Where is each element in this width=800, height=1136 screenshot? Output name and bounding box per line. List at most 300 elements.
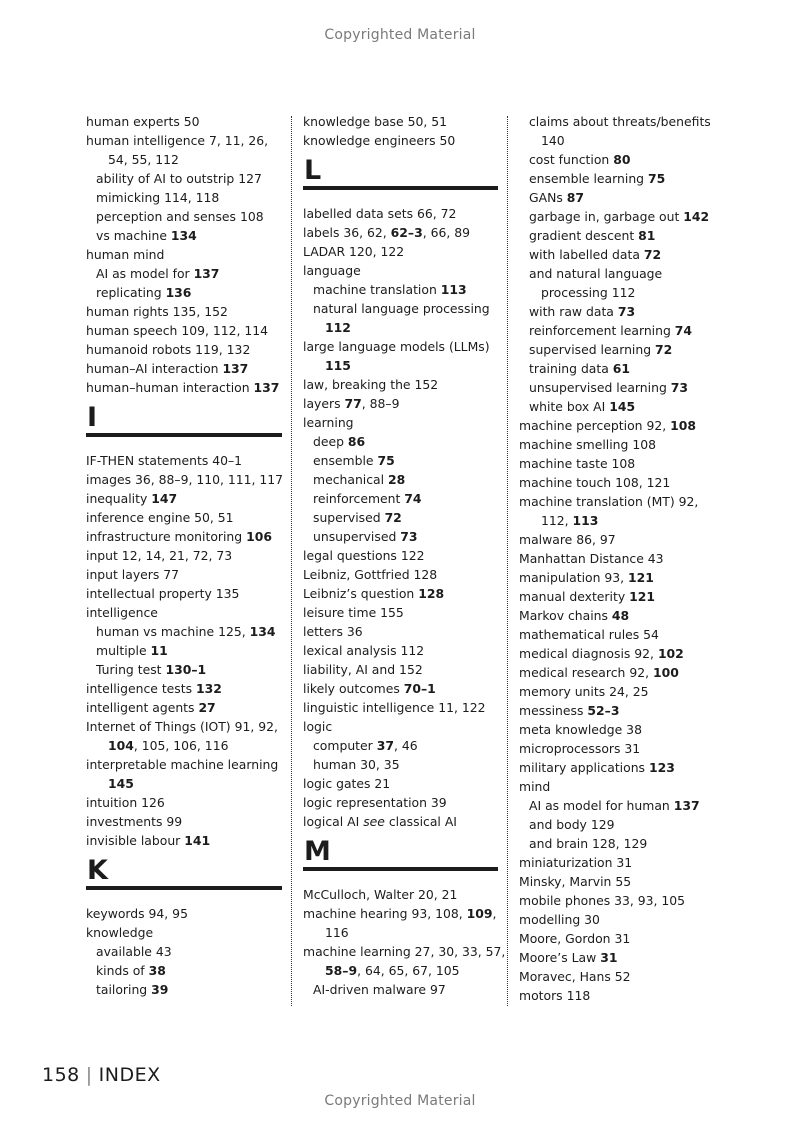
page-ref-bold: 145 [609,399,636,414]
page-ref-bold: 142 [683,209,710,224]
entry-text: , 64, 65, 67, 105 [357,963,460,978]
entry-text: supervised [313,510,385,525]
index-subentry [303,527,498,546]
entry-text: letters 36 [303,624,363,639]
index-entry [519,682,719,701]
entry-text: Internet of Things (IOT) 91, 92, [86,719,278,734]
entry-text: Leibniz’s question [303,586,419,601]
index-subentry [303,489,498,508]
index-entry [519,853,719,872]
index-entry [86,340,282,359]
entry-text: IF-THEN statements 40–1 [86,453,243,468]
entry-text: deep [313,434,348,449]
index-entry [303,660,498,679]
entry-text: manual dexterity [519,589,630,604]
index-entry [303,942,506,961]
page-ref-bold: 77 [344,396,362,411]
entry-text: cost function [529,152,614,167]
section-letter-heading: L [303,156,498,190]
entry-text: 116 [325,925,349,940]
index-entry [86,321,282,340]
index-subentry [86,622,282,641]
index-entry [86,679,282,698]
index-entry [86,565,282,584]
section-letter-heading: I [86,403,282,437]
entry-text: labelled data sets 66, 72 [303,206,457,221]
index-entry [86,302,282,321]
index-subentry [519,112,719,131]
index-entry [519,587,719,606]
entry-text: keywords 94, 95 [86,906,188,921]
index-entry [519,625,719,644]
entry-text: McCulloch, Walter 20, 21 [303,887,458,902]
index-entry [303,242,498,261]
page-ref-bold: 121 [629,589,655,604]
entry-text: multiple [96,643,151,658]
index-continuation [303,923,498,942]
entry-text: intelligence tests [86,681,197,696]
cross-ref: see [363,814,385,829]
entry-text: military applications [519,760,649,775]
page-ref-bold: 31 [600,950,618,965]
index-entry [303,793,498,812]
page-ref-bold: 145 [108,776,134,791]
entry-text: ability of AI to outstrip 127 [96,171,262,186]
entry-text: , 105, 106, 116 [133,738,229,753]
entry-text: intellectual property 135 [86,586,240,601]
entry-text: and brain 128, 129 [529,836,648,851]
entry-text: Leibniz, Gottfried 128 [303,567,438,582]
index-subentry [519,834,719,853]
index-entry [519,435,719,454]
page-ref-bold: 137 [253,380,280,395]
index-entry [303,812,498,831]
entry-text: Minsky, Marvin 55 [519,874,632,889]
entry-text: mind [519,779,551,794]
page-ref-bold: 104 [108,738,134,753]
entry-text: training data [529,361,613,376]
index-subentry [519,188,719,207]
index-entry [303,261,498,280]
index-subentry [303,736,498,755]
page-ref-bold: 70–1 [403,681,436,696]
index-entry [519,473,719,492]
folio-separator: | [85,1064,93,1086]
entry-text: liability, AI and 152 [303,662,423,677]
page-ref-bold: 121 [628,570,654,585]
index-subentry [519,302,719,321]
entry-text: ensemble [313,453,378,468]
index-subentry [86,283,282,302]
entry-text: malware 86, 97 [519,532,616,547]
entry-text: intelligent agents [86,700,199,715]
entry-text: learning [303,415,354,430]
index-entry [519,720,719,739]
entry-text: ensemble learning [529,171,648,186]
entry-text: motors 118 [519,988,591,1003]
entry-text: mechanical [313,472,389,487]
index-subentry [519,321,719,340]
entry-text: , 66, 89 [422,225,471,240]
entry-text: human rights 135, 152 [86,304,228,319]
entry-text: reinforcement [313,491,405,506]
page-ref-bold: 27 [198,700,216,715]
index-entry [86,904,282,923]
index-continuation [86,736,282,755]
entry-text: layers [303,396,345,411]
index-subentry [303,755,498,774]
page-ref-bold: 137 [222,361,249,376]
index-entry [303,603,498,622]
index-entry [303,641,498,660]
entry-text: with raw data [529,304,618,319]
index-entry [519,549,719,568]
entry-text: intelligence [86,605,158,620]
index-entry [86,584,282,603]
entry-text: knowledge engineers 50 [303,133,456,148]
index-entry [519,492,719,511]
section-title: INDEX [98,1064,161,1086]
index-entry [303,622,498,641]
index-subentry [519,796,719,815]
index-entry [303,698,498,717]
index-subentry [86,980,282,999]
index-subentry [519,169,719,188]
page-number: 158 [42,1064,80,1086]
index-entry [303,679,498,698]
index-entry [519,872,719,891]
entry-text: unsupervised [313,529,401,544]
index-column-1 [86,112,282,999]
entry-text: input 12, 14, 21, 72, 73 [86,548,233,563]
index-continuation [303,356,498,375]
index-subentry [519,245,719,264]
page-ref-bold: 87 [566,190,584,205]
index-entry [519,777,719,796]
page-ref-bold: 52–3 [587,703,620,718]
page-ref-bold: 100 [652,665,679,680]
entry-text: investments 99 [86,814,183,829]
entry-text: classical AI [384,814,457,829]
page-ref-bold: 61 [612,361,631,376]
entry-text: inference engine 50, 51 [86,510,234,525]
index-entry [86,755,282,774]
entry-text: tailoring [96,982,152,997]
index-subentry [86,207,282,226]
index-subentry [86,226,282,245]
page-ref-bold: 74 [674,323,693,338]
index-entry [519,454,719,473]
index-subentry [86,641,282,660]
entry-text: unsupervised learning [529,380,671,395]
page-ref-bold: 72 [384,510,402,525]
page-ref-bold: 74 [404,491,422,506]
index-subentry [86,942,282,961]
index-entry [303,337,498,356]
index-entry [86,717,282,736]
page-ref-bold: 108 [670,418,696,433]
index-subentry [86,169,282,188]
page-ref-bold: 81 [638,228,656,243]
entry-text: machine translation (MT) 92, [519,494,699,509]
page-ref-bold: 73 [670,380,688,395]
index-subentry [86,961,282,980]
index-entry [519,967,719,986]
entry-text: claims about threats/benefits [529,114,711,129]
entry-text: lexical analysis 112 [303,643,425,658]
entry-text: intuition 126 [86,795,165,810]
entry-text: computer [313,738,377,753]
index-entry [519,606,719,625]
entry-text: with labelled data [529,247,644,262]
index-subentry [519,378,719,397]
index-entry [303,112,498,131]
entry-text: Moore, Gordon 31 [519,931,631,946]
index-entry [86,451,282,470]
index-continuation [86,774,282,793]
page-ref-bold: 112 [325,320,351,335]
entry-text: machine hearing 93, 108, [303,906,467,921]
index-entry [303,413,498,432]
page-ref-bold: 137 [673,798,700,813]
index-entry [86,546,282,565]
index-subentry [519,150,719,169]
entry-text: leisure time 155 [303,605,404,620]
index-entry [86,527,282,546]
page-ref-bold: 86 [347,434,366,449]
page-ref-bold: 136 [165,285,192,300]
entry-text: and body 129 [529,817,615,832]
entry-text: vs machine [96,228,171,243]
page-ref-bold: 132 [196,681,222,696]
entry-text: legal questions 122 [303,548,425,563]
index-subentry [519,397,719,416]
entry-text: reinforcement learning [529,323,675,338]
entry-text: logic gates 21 [303,776,391,791]
index-entry [86,112,282,131]
entry-text: interpretable machine learning [86,757,279,772]
index-continuation [303,961,498,980]
entry-text: infrastructure monitoring [86,529,247,544]
page-ref-bold: 39 [151,982,169,997]
entry-text: inequality [86,491,152,506]
index-subentry [303,470,498,489]
page-ref-bold: 134 [170,228,197,243]
index-entry [86,812,282,831]
index-continuation [519,283,719,302]
entry-text: human mind [86,247,165,262]
entry-text: Turing test [96,662,166,677]
entry-text: Moore’s Law [519,950,601,965]
page-ref-bold: 80 [613,152,631,167]
page-ref-bold: 72 [643,247,662,262]
entry-text: mobile phones 33, 93, 105 [519,893,686,908]
entry-text: microprocessors 31 [519,741,641,756]
page-ref-bold: 28 [388,472,406,487]
entry-text: human intelligence 7, 11, 26, [86,133,269,148]
entry-text: machine touch 108, 121 [519,475,671,490]
entry-text: GANs [529,190,567,205]
entry-text: machine perception 92, [519,418,671,433]
entry-text: labels 36, 62, [303,225,391,240]
index-entry [303,904,498,923]
entry-text: human–human interaction [86,380,254,395]
page-ref-bold: 75 [377,453,395,468]
index-entry [303,375,498,394]
entry-text: AI-driven malware 97 [313,982,446,997]
entry-text: mimicking 114, 118 [96,190,220,205]
entry-text: , 46 [393,738,418,753]
page-ref-bold: 109 [466,906,493,921]
index-subentry [519,264,719,283]
index-entry [86,793,282,812]
page-ref-bold: 37 [376,738,394,753]
index-entry [86,698,282,717]
page-ref-bold: 48 [611,608,630,623]
entry-text: human speech 109, 112, 114 [86,323,269,338]
entry-text: modelling 30 [519,912,600,927]
index-entry [86,245,282,264]
index-subentry [303,299,498,318]
index-entry [519,644,719,663]
index-subentry [303,432,498,451]
index-entry [303,204,498,223]
index-subentry [86,264,282,283]
entry-text: processing 112 [541,285,636,300]
index-subentry [303,451,498,470]
entry-text: logic [303,719,333,734]
entry-text: medical research 92, [519,665,653,680]
entry-text: humanoid robots 119, 132 [86,342,251,357]
page-ref-bold: 38 [148,963,166,978]
page-ref-bold: 102 [657,646,684,661]
entry-text: medical diagnosis 92, [519,646,658,661]
entry-text: law, breaking the 152 [303,377,439,392]
entry-text: machine translation [313,282,441,297]
page-ref-bold: 115 [325,358,351,373]
index-entry [519,986,719,1005]
entry-text: machine smelling 108 [519,437,656,452]
entry-text: perception and senses 108 [96,209,264,224]
page-ref-bold: 134 [249,624,276,639]
index-subentry [519,207,719,226]
entry-text: AI as model for human [529,798,674,813]
index-subentry [86,188,282,207]
entry-text: , 88–9 [361,396,400,411]
entry-text: likely outcomes [303,681,404,696]
index-column-2 [303,112,506,999]
index-entry [519,663,719,682]
index-entry [303,546,498,565]
index-entry [519,948,719,967]
entry-text: 140 [541,133,565,148]
entry-text: Moravec, Hans 52 [519,969,631,984]
index-entry [519,701,719,720]
index-entry [86,831,282,850]
entry-text: 54, 55, 112 [108,152,179,167]
page-ref-bold: 123 [648,760,675,775]
entry-text: miniaturization 31 [519,855,633,870]
section-letter-heading: K [86,856,282,890]
index-continuation [86,150,282,169]
page-folio [42,1064,161,1086]
index-entry [86,359,282,378]
page-ref-bold: 73 [400,529,418,544]
index-subentry [303,980,498,999]
entry-text: invisible labour [86,833,185,848]
entry-text: logic representation 39 [303,795,447,810]
index-entry [303,774,498,793]
index-entry [303,565,498,584]
page-ref-bold: 106 [246,529,272,544]
entry-text: human 30, 35 [313,757,400,772]
index-entry [519,758,719,777]
page-ref-bold: 11 [150,643,168,658]
index-subentry [303,508,498,527]
index-entry [86,508,282,527]
section-letter-heading: M [303,837,498,871]
index-entry [303,885,498,904]
index-subentry [519,359,719,378]
entry-text: meta knowledge 38 [519,722,642,737]
entry-text: LADAR 120, 122 [303,244,405,259]
entry-text: human vs machine 125, [96,624,250,639]
index-entry [86,603,282,622]
entry-text: Manhattan Distance 43 [519,551,664,566]
column-divider [507,116,508,1006]
entry-text: replicating [96,285,166,300]
entry-text: kinds of [96,963,149,978]
index-entry [303,717,498,736]
index-entry [86,489,282,508]
entry-text: messiness [519,703,588,718]
page-ref-bold: 147 [151,491,178,506]
page-ref-bold: 75 [647,171,666,186]
entry-text: supervised learning [529,342,656,357]
index-entry [519,530,719,549]
index-entry [519,416,719,435]
entry-text: machine taste 108 [519,456,636,471]
entry-text: human experts 50 [86,114,200,129]
entry-text: logical AI [303,814,364,829]
entry-text: memory units 24, 25 [519,684,649,699]
index-entry [519,568,719,587]
entry-text: images 36, 88–9, 110, 111, 117 [86,472,284,487]
page-ref-bold: 62–3 [390,225,423,240]
index-entry [86,378,282,397]
watermark-bottom: Copyrighted Material [324,1093,476,1109]
entry-text: human–AI interaction [86,361,223,376]
index-subentry [519,226,719,245]
entry-text: manipulation 93, [519,570,629,585]
index-entry [303,394,498,413]
page-ref-bold: 72 [655,342,673,357]
watermark-top: Copyrighted Material [324,27,476,43]
page-ref-bold: 58–9 [325,963,358,978]
entry-text: white box AI [529,399,610,414]
entry-text: machine learning 27, 30, 33, 57, [303,944,506,959]
entry-text: Markov chains [519,608,612,623]
index-subentry [303,280,498,299]
index-subentry [86,660,282,679]
entry-text: , [492,906,497,921]
entry-text: AI as model for [96,266,194,281]
entry-text: and natural language [529,266,663,281]
entry-text: gradient descent [529,228,639,243]
entry-text: large language models (LLMs) [303,339,490,354]
index-subentry [519,815,719,834]
index-subentry [519,340,719,359]
